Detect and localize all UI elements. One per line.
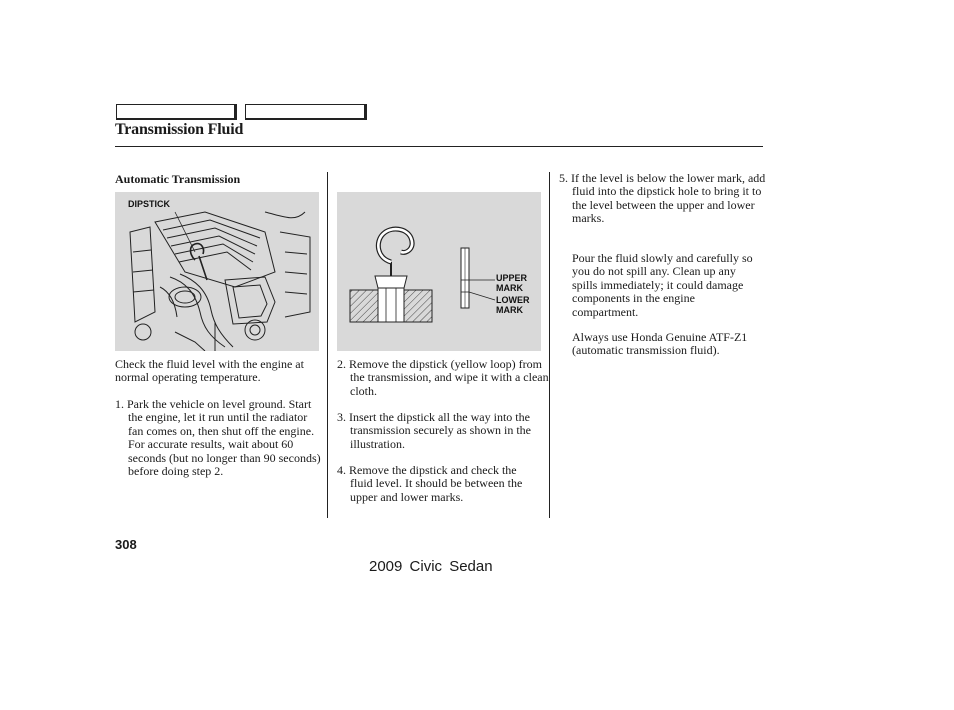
engine-illustration	[115, 192, 319, 351]
upper-mark-label-line1: UPPER	[496, 273, 528, 283]
step-2: 2. Remove the dipstick (yellow loop) from the transmission, and wipe it with a clean cloth.	[337, 357, 549, 398]
step-3: 3. Insert the dipstick all the way into the transmission securely as shown in the illustration.	[337, 410, 531, 451]
model-footer: 2009 Civic Sedan	[369, 558, 493, 575]
section-tab-1[interactable]	[116, 104, 237, 120]
dipstick-label: DIPSTICK	[128, 199, 171, 209]
section-subheading: Automatic Transmission	[115, 172, 241, 186]
upper-mark-label-line2: MARK	[496, 283, 523, 293]
step-5: 5. If the level is below the lower mark, add fluid into the dipstick hole to bring it to the level between the upper and lower marks.	[559, 171, 766, 226]
step-1: 1. Park the vehicle on level ground. Start the engine, let it run until the radiator fan comes on, then shut off the engine. For accurate results, wait about 60 seconds (but no longer than 90 seconds) before doing step 2.	[115, 397, 321, 479]
genuine-fluid-text: Always use Honda Genuine ATF-Z1 (automatic transmission fluid).	[572, 330, 748, 358]
column-divider-2	[549, 172, 550, 518]
intro-text: Check the fluid level with the engine at normal operating temperature.	[115, 357, 304, 385]
page-title: Transmission Fluid	[115, 121, 244, 138]
section-tab-2[interactable]	[245, 104, 367, 120]
upper-mark-label	[496, 273, 527, 293]
page-number: 308	[115, 537, 137, 552]
column-divider-1	[327, 172, 328, 518]
pour-carefully-text: Pour the fluid slowly and carefully so you do not spill any. Clean up any spills immediately; it could damage components in the engine compartment.	[572, 251, 753, 319]
step-4: 4. Remove the dipstick and check the fluid level. It should be between the upper and lower marks.	[337, 463, 523, 504]
title-rule	[115, 146, 763, 147]
dipstick-figure	[337, 192, 541, 351]
lower-mark-label-line2: MARK	[496, 305, 523, 315]
dipstick-illustration	[337, 192, 541, 351]
lower-mark-label	[496, 295, 530, 315]
engine-figure	[115, 192, 319, 351]
lower-mark-label-line1: LOWER	[496, 295, 530, 305]
